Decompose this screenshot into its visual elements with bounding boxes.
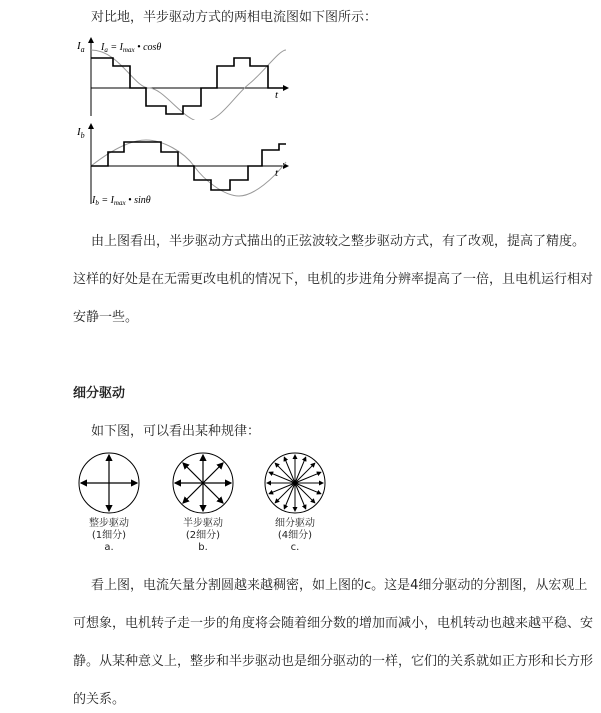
vector-c-14 (295, 483, 315, 503)
vector-c-10 (275, 483, 295, 503)
b-sine-reference (91, 140, 286, 196)
diagram-a-sub: (1细分) (91, 530, 127, 541)
b-formula: $I_b = I_{max}$ • sinθ (92, 195, 151, 207)
intro-text: 对比地，半步驱动方式的两相电流图如下图所示： (91, 10, 378, 25)
a-step-waveform (91, 58, 286, 114)
para2-line4: 的关系。 (73, 692, 126, 707)
diagram-b-sub: (2细分) (185, 530, 221, 541)
vector-c-6 (275, 463, 295, 483)
phase-a-current-chart (74, 36, 294, 120)
vector-diagram-a (76, 450, 142, 516)
diagram-c-sub: (4细分) (277, 530, 313, 541)
diagram-b-name: 半步驱动 (183, 518, 223, 529)
section-title: 细分驱动 (73, 386, 126, 401)
para1-line2: 这样的好处是在无需更改电机的情况下，电机的步进角分辨率提高了一倍，且电机运行相对 (73, 272, 594, 287)
vector-diagram-b (170, 450, 236, 516)
diagram-a-letter: a. (104, 542, 114, 553)
vector-b-135 (183, 463, 203, 483)
vector-b-315 (203, 483, 223, 503)
vector-b-225 (183, 483, 203, 503)
b-t-label: t (275, 167, 279, 179)
diagram-c-caption (260, 518, 330, 554)
a-axis-label: $I_a$ (77, 40, 85, 54)
vector-diagram-c (262, 450, 328, 516)
diagram-a-caption (74, 518, 144, 554)
phase-b-current-chart (74, 122, 294, 208)
b-axis-label: $I_b$ (77, 126, 85, 140)
diagram-b-letter: b. (198, 542, 208, 553)
diagram-c-name: 细分驱动 (275, 518, 315, 529)
diagram-a-name: 整步驱动 (89, 518, 129, 529)
a-cosine-reference (91, 50, 286, 120)
vector-c-2 (295, 463, 315, 483)
diagram-c-letter: c. (290, 542, 300, 553)
vector-b-45 (203, 463, 223, 483)
a-formula: $I_a = I_{max}$ • cosθ (101, 42, 162, 54)
para1-line1: 由上图看出，半步驱动方式描出的正弦波较之整步驱动方式，有了改观，提高了精度。 (91, 234, 586, 249)
rule-intro: 如下图，可以看出某种规律： (91, 424, 261, 439)
para1-line3: 安静一些。 (73, 310, 139, 325)
diagram-b-caption (168, 518, 238, 554)
para2-line3: 静。从某种意义上，整步和半步驱动也是细分驱动的一样，它们的关系就如正方形和长方形 (73, 654, 594, 669)
para2-line1: 看上图，电流矢量分割圆越来越稠密，如上图的c。这是4细分驱动的分割图，从宏观上 (91, 578, 588, 593)
a-t-label: t (275, 89, 279, 101)
para2-line2: 可想象，电机转子走一步的角度将会随着细分数的增加而减小，电机转动也越来越平稳、安 (73, 616, 594, 631)
